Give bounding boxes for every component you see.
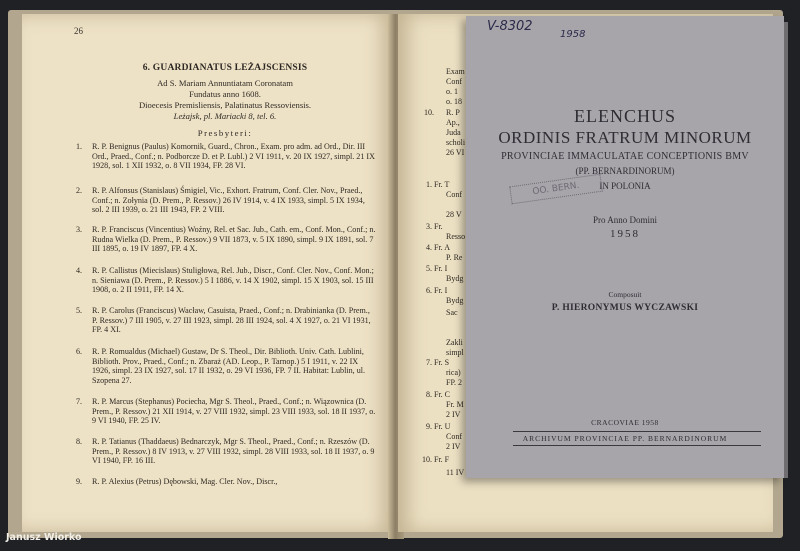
right-page-fragment: 10. — [424, 108, 434, 117]
entry-text: R. P. Callistus (Miecislaus) Stuligłowa, Rel. Jub., Discr., Conf. Cler. Nov., Conf. Mon.; n. Sieniawa (D. Prem., P. Ressov.) 5 I 1886, v. 14 X 1902, simpl. 15 X 1903, sol. 15 III 1908, o. 2 II 1911, FP. 14 X. — [92, 266, 374, 295]
entry-text: R. P. Alfonsus (Stanislaus) Śmigiel, Vic., Exhort. Fratrum, Conf. Cler. Nov., Praed., Conf.; n. Zołynia (D. Prem., P. Ressov.) 26 IV 1914, v. 4 IX 1933, simpl. 5 IX 1934, sol. 2 III 1939, o. 21 III 1943, FP. 2 VIII. — [92, 186, 365, 215]
right-page-fragment: 3. Fr. — [426, 222, 443, 231]
right-page-fragment: rica) — [446, 368, 461, 377]
right-page-fragment: scholi — [446, 138, 466, 147]
composuit-label: Composuit — [608, 290, 642, 299]
booklet-subtitle: IN POLONIA — [599, 181, 651, 191]
booklet-subtitle: (PP. BERNARDINORUM) — [575, 166, 675, 176]
right-page-fragment: Resso — [446, 232, 466, 241]
right-page-fragment: 8. Fr. C — [426, 390, 451, 399]
right-page-fragment: 4. Fr. A — [426, 243, 451, 252]
booklet-title: ELENCHUS — [574, 106, 676, 126]
right-page-fragment: 28 V — [446, 210, 462, 219]
entry-number: 8. — [76, 437, 83, 446]
entry-text: R. P. Franciscus (Vincentius) Woźny, Rel. et Sac. Jub., Cath. em., Conf. Mon., Conf.; n. Rudna Wielka (D. Prem., P. Ressov.) 9 VII 1873, v. 5 IX 1890, simpl. 9 IX 1891, sol. 7 III 1895, o. 19 IV 1897, FP. 4 X. — [92, 225, 376, 254]
right-page-fragment: 2 IV — [446, 410, 461, 419]
entry-text: R. P. Marcus (Stephanus) Pociecha, Mgr S. Theol., Praed., Conf.; n. Wiązownica (D. Prem., P. Ressov.) 21 XII 1914, v. 27 VIII 1932, simpl. 23 VIII 1933, sol. 18 II 1937, o. 9 VI 1940, FP. 25 IV. — [92, 397, 376, 426]
right-page-fragment: 7. Fr. S — [426, 358, 450, 367]
divider — [513, 431, 761, 432]
right-page-fragment: 5. Fr. I — [426, 264, 448, 273]
list-item — [76, 397, 377, 426]
right-page-fragment: P. Re — [446, 253, 463, 262]
heading-line: Fundatus anno 1608. — [189, 89, 261, 99]
booklet-cover — [466, 16, 784, 478]
entry-number: 9. — [76, 477, 83, 486]
author: P. HIERONYMUS WYCZAWSKI — [551, 303, 699, 313]
entry-number: 5. — [76, 306, 83, 315]
handwritten-year: 1958 — [560, 29, 586, 40]
entry-text: R. P. Tatianus (Thaddaeus) Bednarczyk, Mgr S. Theol., Praed., Conf.; n. Rzeszów (D. Prem., P. Ressov.) 8 IV 1913, v. 27 VIII 1932, simpl. 28 VIII 1933, sol. 18 II 1937, o. 9 VI 1940, FP. 16 III. — [92, 437, 375, 466]
watermark: Janusz Wiorko — [6, 532, 82, 543]
list-item — [76, 142, 377, 171]
list-item — [76, 186, 377, 215]
right-page-fragment: o. 1 — [446, 87, 458, 96]
booklet-subtitle: PROVINCIAE IMMACULATAE CONCEPTIONIS BMV — [501, 151, 749, 162]
entry-number: 1. — [76, 142, 83, 151]
right-page-fragment: R. P — [446, 108, 460, 117]
right-page-fragment: Conf — [446, 190, 462, 199]
right-page-fragment: Fr. M — [446, 400, 464, 409]
list-item — [76, 225, 377, 254]
right-page-fragment: Sac — [446, 308, 458, 317]
right-page-fragment: Ap., — [446, 118, 460, 127]
right-page-fragment: 2 IV — [446, 442, 461, 451]
right-page-fragment: 10. Fr. F — [422, 455, 450, 464]
entry-text: R. P. Alexius (Petrus) Dębowski, Mag. Cler. Nov., Discr., — [92, 477, 278, 486]
address-line: Leżajsk, pl. Mariacki 8, tel. 6. — [173, 111, 277, 121]
right-page-fragment: 6. Fr. I — [426, 286, 448, 295]
booklet-edge — [784, 22, 788, 478]
right-page-fragment: Exam — [446, 67, 465, 76]
list-item — [76, 347, 377, 385]
library-stamp: OO. BERN. — [509, 174, 603, 205]
page-number: 26 — [74, 26, 83, 36]
right-page-fragment: Juda — [446, 128, 461, 137]
right-page-fragment: Zakli — [446, 338, 463, 347]
heading-line: Dioecesis Premisliensis, Palatinatus Ressoviensis. — [138, 100, 312, 110]
place-year: CRACOVIAE 1958 — [591, 418, 659, 427]
list-item — [76, 477, 377, 487]
entry-number: 6. — [76, 347, 83, 356]
entry-number: 7. — [76, 397, 83, 406]
entry-number: 4. — [76, 266, 83, 275]
list-item — [76, 437, 377, 466]
right-page-fragment: 26 VI — [446, 148, 465, 157]
year: 1958 — [610, 228, 640, 240]
entry-text: R. P. Benignus (Paulus) Komornik, Guard., Chron., Exam. pro adm. ad Ord., Dir. III Ord., Praed., Conf.; n. Podborcze D. et P. Lubl.) 2 VI 1911, v. 20 IX 1927, simpl. 21 IX 1928, sol. 1 XII 1932, o. 8 VII 1934, FP. 28 VI. — [92, 142, 375, 171]
presbyteri-heading: Presbyteri: — [197, 128, 253, 138]
entry-number: 2. — [76, 186, 83, 195]
right-page-fragment: Bydg — [446, 274, 464, 283]
entry-text: R. P. Carolus (Franciscus) Wacław, Casuista, Praed., Conf.; n. Drabinianka (D. Prem., P. Ressov.) 7 III 1905, v. 27 III 1923, simpl. 28 III 1924, sol. 4 X 1927, o. 21 VI 1931, FP. 4 XI. — [92, 306, 371, 335]
right-page-fragment: 11 IV — [446, 468, 465, 477]
entry-text: R. P. Romualdus (Michael) Gustaw, Dr S. Theol., Dir. Biblioth. Univ. Cath. Lublini, Biblioth. Prov., Praed., Conf.; n. Zbaraż (AD. Leop., P. Tarnop.) 5 I 1911, v. 22 IX 1926, simpl. 23 IX 1927, sol. 17 II 1932, o. 29 VI 1936, FP. 7 II. Habitat: Lublin, ul. Szopena 27. — [92, 347, 366, 385]
section-heading: 6. GUARDIANATUS LEŻAJSCENSIS — [142, 63, 308, 73]
right-page-fragment: Conf — [446, 432, 462, 441]
year-label: Pro Anno Domini — [592, 215, 657, 225]
list-item — [76, 306, 377, 335]
handwritten-number: V-8302 — [487, 19, 533, 34]
right-page-fragment: o. 18 — [446, 97, 462, 106]
right-page-fragment: Bydg — [446, 296, 464, 305]
heading-line: Ad S. Mariam Annuntiatam Coronatam — [157, 78, 293, 88]
right-page-fragment: 1. Fr. T — [426, 180, 450, 189]
divider — [513, 445, 761, 446]
entry-number: 3. — [76, 225, 83, 234]
booklet-title: ORDINIS FRATRUM MINORUM — [498, 128, 752, 147]
list-item — [76, 266, 377, 295]
archive-label: ARCHIVUM PROVINCIAE PP. BERNARDINORUM — [522, 434, 728, 443]
right-page-fragment: simpl — [446, 348, 464, 357]
right-page-fragment: FP. 2 — [446, 378, 463, 387]
right-page-fragment: Conf — [446, 77, 462, 86]
right-page-fragment: 9. Fr. U — [426, 422, 451, 431]
